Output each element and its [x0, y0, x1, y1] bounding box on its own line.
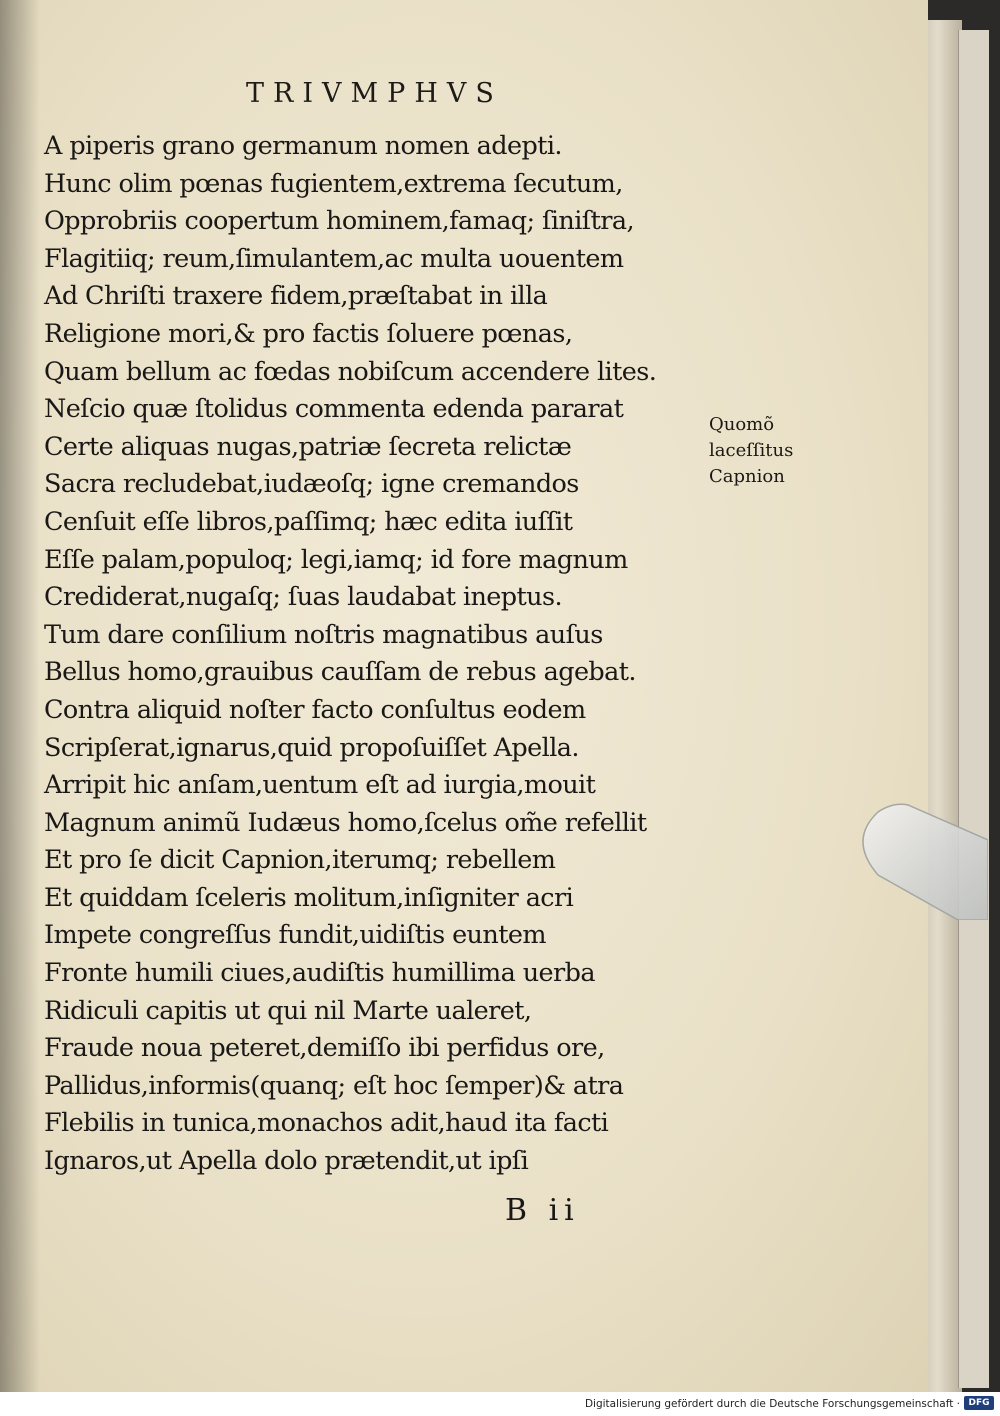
- verse-line: Magnum animũ Iudæus homo,ſcelus om̃e refellit: [44, 807, 647, 838]
- verse-line: Hunc olim pœnas fugientem,extrema ſecutum,: [44, 168, 623, 199]
- verse-line: Scripſerat,ignarus,quid propoſuiſſet Apella.: [44, 732, 579, 763]
- verse-line: Arripit hic anſam,uentum eſt ad iurgia,mouit: [44, 770, 596, 801]
- funding-text: Digitalisierung gefördert durch die Deutsche Forschungsgemeinschaft ·: [584, 1398, 960, 1410]
- signature-mark: B ii: [505, 1193, 580, 1228]
- marginal-note: [709, 412, 819, 490]
- verse-line: Certe aliquas nugas,patriæ ſecreta relictæ: [44, 431, 572, 462]
- dfg-logo: DFG: [964, 1396, 994, 1410]
- verse-line: Eſſe palam,populoq; legi,iamq; id fore magnum: [44, 544, 628, 575]
- verse-body: [44, 128, 704, 1181]
- verse-line: Fronte humili ciues,audiſtis humillima uerba: [44, 958, 595, 989]
- verse-line: Tum dare conſilium noſtris magnatibus auſus: [44, 619, 603, 650]
- verse-line: Cenſuit eſſe libros,paſſimq; hæc edita iuſſit: [44, 506, 573, 537]
- verse-line: Quam bellum ac fœdas nobiſcum accendere lites.: [44, 356, 657, 387]
- verse-line: Opprobriis coopertum hominem,famaq; ſiniſtra,: [44, 206, 634, 237]
- verse-line: Ridiculi capitis ut qui nil Marte ualeret,: [44, 995, 532, 1026]
- marginal-note-line: Quomõ: [709, 414, 775, 435]
- verse-line: Flebilis in tunica,monachos adit,haud ita facti: [44, 1108, 609, 1139]
- verse-line: Sacra recludebat,iudæoſq; igne cremandos: [44, 469, 579, 500]
- marginal-note-line: Capnion: [709, 466, 785, 487]
- verse-line: Crediderat,nugaſq; ſuas laudabat ineptus.: [44, 582, 562, 613]
- book-board: [958, 30, 989, 1388]
- verse-line: A piperis grano germanum nomen adepti.: [44, 131, 562, 161]
- verse-line: Contra aliquid noſter facto conſultus eodem: [44, 694, 586, 725]
- gutter-shadow: [0, 0, 40, 1392]
- verse-line: Et quiddam ſceleris molitum,inſigniter acri: [44, 882, 574, 913]
- marginal-note-line: laceſſitus: [709, 440, 794, 461]
- verse-line: Religione mori,& pro factis ſoluere pœnas,: [44, 318, 573, 349]
- verse-line: Ignaros,ut Apella dolo prætendit,ut ipſi: [44, 1146, 529, 1177]
- verse-line: Flagitiiq; reum,ſimulantem,ac multa uouentem: [44, 243, 624, 274]
- verse-line: Neſcio quæ ſtolidus commenta edenda pararat: [44, 394, 624, 425]
- verse-line: Ad Chriſti traxere fidem,præſtabat in illa: [44, 281, 548, 312]
- verse-line: Fraude noua peteret,demiſſo ibi perfidus ore,: [44, 1033, 605, 1064]
- verse-line: Et pro ſe dicit Capnion,iterumq; rebellem: [44, 845, 556, 876]
- verse-line: Bellus homo,grauibus cauſſam de rebus agebat.: [44, 657, 636, 688]
- page-tab-marker: [848, 800, 988, 920]
- verse-line: Impete congreſſus fundit,uidiſtis euntem: [44, 920, 546, 951]
- running-head: TRIVMPHVS: [246, 78, 503, 109]
- verse-line: Pallidus,informis(quanq; eſt hoc ſemper)& atra: [44, 1070, 624, 1101]
- funding-footer: [0, 1392, 1000, 1416]
- page-edge-stack: [922, 20, 962, 1392]
